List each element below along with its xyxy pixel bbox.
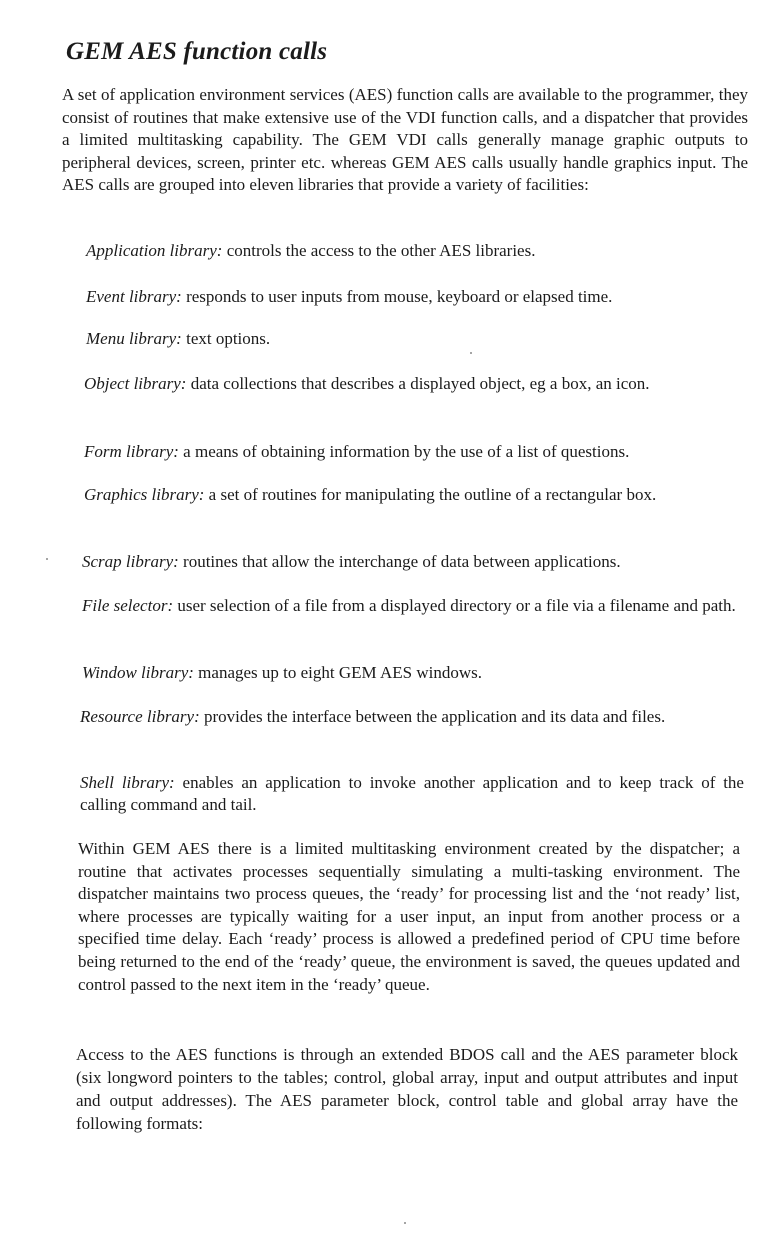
library-name: Shell library:	[80, 773, 175, 792]
library-description: responds to user inputs from mouse, keyboard or elapsed time.	[181, 287, 613, 306]
library-name: Form library:	[84, 442, 179, 461]
library-item-menu	[86, 328, 736, 350]
library-item-event	[86, 286, 736, 308]
library-item-scrap	[82, 551, 732, 573]
library-item-file-selector	[82, 595, 744, 617]
library-description: controls the access to the other AES libraries.	[222, 241, 536, 260]
library-item-resource	[80, 706, 744, 728]
library-name: Window library:	[82, 663, 194, 682]
library-name: Scrap library:	[82, 552, 179, 571]
library-item-shell	[80, 772, 744, 816]
library-item-form	[84, 441, 734, 463]
scan-speck	[46, 558, 48, 560]
library-description: data collections that describes a displayed object, eg a box, an icon.	[186, 374, 650, 393]
library-description: provides the interface between the application and its data and files.	[199, 707, 666, 726]
library-name: Application library:	[86, 241, 223, 260]
section-heading: GEM AES function calls	[66, 38, 328, 65]
access-paragraph: Access to the AES functions is through an extended BDOS call and the AES parameter block (six longword pointers to the tables; control, global array, input and output attributes and input and output addresses). The AES parameter block, control table and global array have the following formats:	[76, 1045, 738, 1133]
library-description: routines that allow the interchange of data between applications.	[178, 552, 621, 571]
library-item-application	[86, 240, 736, 262]
library-name: Resource library:	[80, 707, 200, 726]
library-name: Graphics library:	[84, 485, 205, 504]
intro-paragraph: A set of application environment services (AES) function calls are available to the programmer, they consist of routines that make extensive use of the VDI function calls, and a dispatcher that provides a limited multitasking capability. The GEM VDI calls generally manage graphic outputs to peripheral devices, screen, printer etc. whereas GEM AES calls usually handle graphics input. The AES calls are grouped into eleven libraries that provide a variety of facilities:	[62, 85, 748, 194]
library-name: Object library:	[84, 374, 187, 393]
library-description: text options.	[181, 329, 271, 348]
library-item-graphics	[84, 484, 746, 506]
library-description: user selection of a file from a displayed directory or a file via a filename and path.	[173, 596, 736, 615]
library-name: File selector:	[82, 596, 174, 615]
dispatcher-paragraph: Within GEM AES there is a limited multitasking environment created by the dispatcher; a routine that activates processes sequentially simulating a multi-tasking environment. The dispatcher maintains two process queues, the ‘ready’ for processing list and the ‘not ready’ list, where processes are typically waiting for a user input, an input from another process or a specified time delay. Each ‘ready’ process is allowed a predefined period of CPU time before being returned to the end of the ‘ready’ queue, the environment is saved, the queues updated and control passed to the next item in the ‘ready’ queue.	[78, 839, 740, 994]
scan-speck	[470, 352, 472, 354]
library-name: Menu library:	[86, 329, 182, 348]
library-description: manages up to eight GEM AES windows.	[193, 663, 482, 682]
library-description: a means of obtaining information by the use of a list of questions.	[178, 442, 630, 461]
library-description: a set of routines for manipulating the outline of a rectangular box.	[204, 485, 657, 504]
library-item-window	[82, 662, 732, 684]
library-name: Event library:	[86, 287, 182, 306]
library-item-object	[84, 373, 746, 395]
library-description: enables an application to invoke another application and to keep track of the calling command and tail.	[80, 773, 744, 814]
scan-speck	[404, 1222, 406, 1224]
